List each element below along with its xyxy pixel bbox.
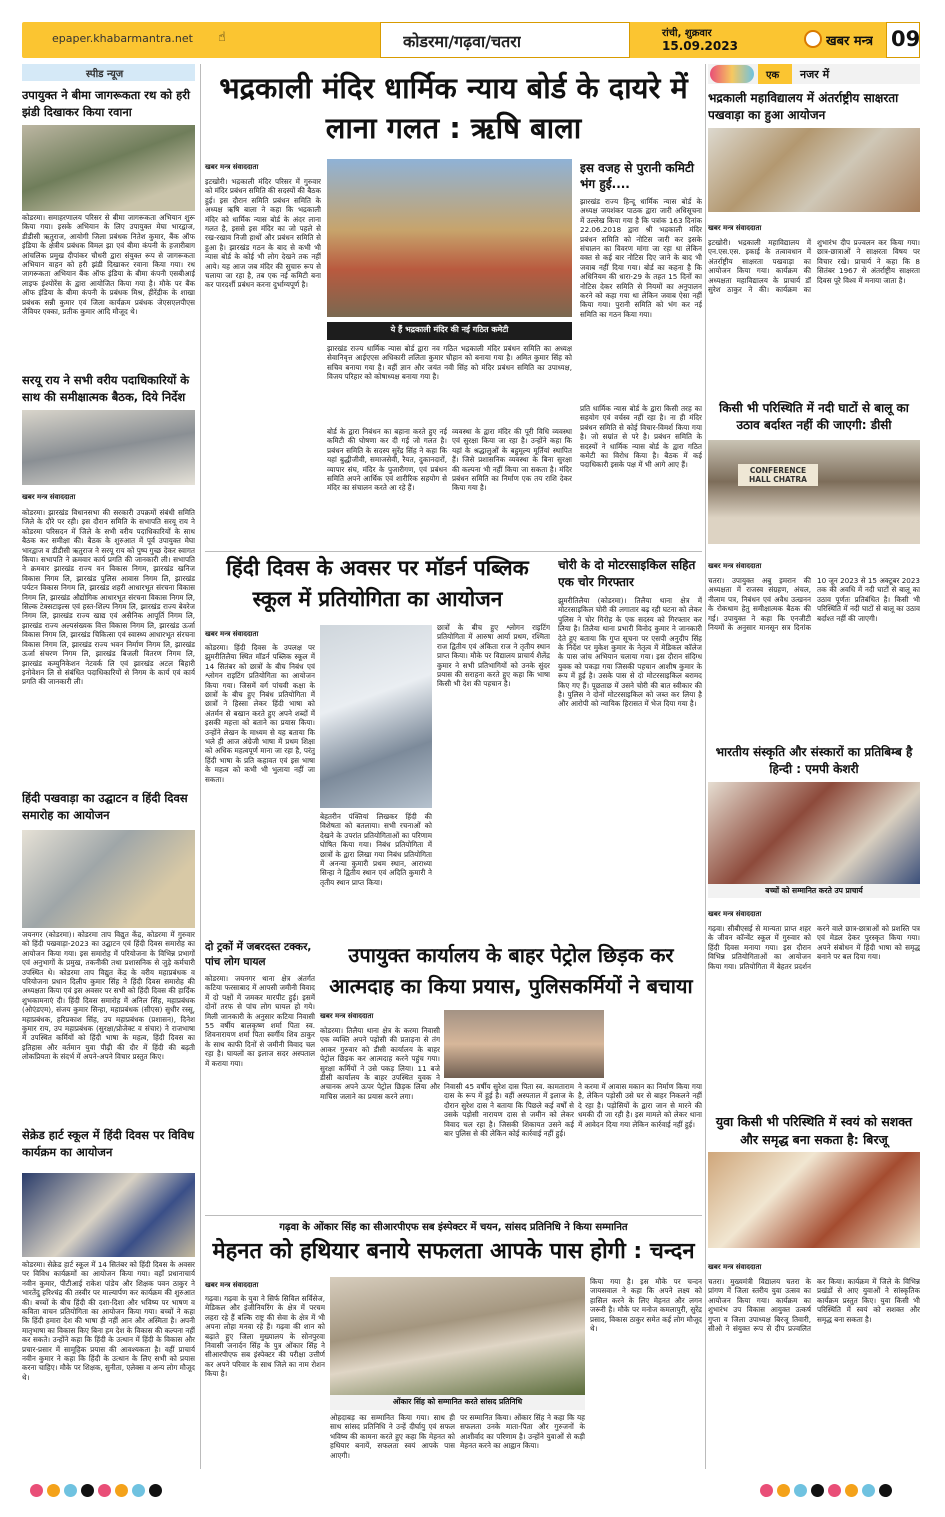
chandan-byline: खबर मन्त्र संवाददाता [205,1281,259,1289]
chandan-photo-caption: ओंकार सिंह को सम्मानित करते सांसद प्रतिनिधि [330,1395,585,1410]
right-story2-byline: खबर मन्त्र संवाददाता [708,562,762,570]
masthead [22,22,920,58]
chandan-headline: मेहनत को हथियार बनाये सफलता आपके पास होगी : चन्दन [212,1239,695,1264]
speed-news-bar [22,64,195,81]
lead-sub-body: झारखंड राज्य हिन्दू धार्मिक न्यास बोर्ड के अध्यक्ष जयशंकर पाठक द्वारा जारी अधिसूचना में उल्लेख किया गया है कि पत्रांक 163 दिनांक 22.06.2018 द्वारा श्री भद्रकाली मंदिर प्रबंधन समिति को नोटिस जारी कर इसके संचालन का विवरण मांगा जा रहा था लेकिन वक्त से कई बार नोटिस दिए जाने के बाद भी जवाब नहीं दिया गया। बोर्ड का कहना है कि अधिनियम की धारा-29 के तहत 15 दिनों का नोटिस देकर समिति से नियमों का अनुपालन करने को कहा गया था लेकिन जवाब ऐसा नहीं किया गया। पुरानी समिति को भंग कर नई समिति का गठन किया गया। [580,197,702,319]
petrol-photo [444,1010,604,1078]
section-title-box [380,22,630,58]
conference-hall-sign: CONFERENCE HALL CHATRA [738,464,818,486]
left-story2-body: कोडरमा। झारखंड विधानसभा की सरकारी उपक्रमों संबंधी समिति जिले के दौरे पर रही। इस दौरान समिति के सभापति सरयू राय ने कोडरमा परिसदन में जिले के सभी वरीय पदाधिकारियों के साथ बैठक कर समीक्षा की। बैठक के शुरुआत में पूर्व उपायुक्त मेघा भारद्वाज व डीडीसी ऋतुराज ने सरयू राय को पुष्प गुच्छ देकर स्वागत किया। सभापति ने क्रमवार कार्य प्रगति की जानकारी ली। सभापति ने क्रमवार झारखंड राज्य वन विकास निगम, झारखंड खनिज विकास निगम लि, झारखंड पुलिस आवास निगम लि, झारखंड पर्यटन विकास निगम लि, झारखंड शहरी आधारभूत संरचना विकास निगम लि, झारखंड औद्योगिक आधारभूत संरचना विकास निगम लि, सिल्क टेक्सटाइल्स एवं हस्त-शिल्प निगम लि, झारखंड राज्य बेवरेज निगम लि, झारखंड राज्य खाद्य एवं असैनिक आपूर्ति निगम लि, झारखंड राज्य अल्पसंख्यक वित्त विकास निगम लि, झारखंड ऊर्जा विकास निगम लि, झारखंड चिकित्सा एवं स्वास्थ्य आधारभूत संरचना विकास निगम लि, झारखंड राज्य भवन निर्माण निगम लि, झारखंड ऊर्जा संचरण निगम लि, झारखंड बिजली वितरण निगम लि, झारखंड कम्युनिकेशन नेटवर्क लि एवं झारखंड अटल बिहारी इनोवेशन लि से संबंधित पदाधिकारियों से निगम के कार्य एवं कार्य प्रगति की जानकारी ली। [22,508,195,687]
chandan-body4: किया गया है। इस मौके पर चन्दन जायसवाल ने कहा कि अपने लक्ष्य को हासिल करने के लिए मेहनत और लगन जरूरी है। मौके पर मनोज कमलापुरी, सुरेंद्र प्रसाद, विकास ठाकुर समेत कई लोग मौजूद थे। [590,1277,702,1334]
right-story4-body: चतरा। मुख्यमंत्री विद्यालय चतरा के प्रांगण में जिला स्तरीय युवा उत्सव का आयोजन किया गया। कार्यक्रम का शुभारंभ उप विकास आयुक्त उत्कर्ष गुप्ता व जिला उपाध्यक्ष बिरजू तिवारी, सीओ ने संयुक्त रूप से दीप प्रज्वलित कर किया। कार्यक्रम में जिले के विभिन्न प्रखंडों से आए युवाओं ने सांस्कृतिक कार्यक्रम प्रस्तुत किए। युवा किसी भी परिस्थिति में स्वयं को सशक्त और समृद्ध बना सकता है। [708,1277,920,1334]
hindi-day-headline: हिंदी दिवस के अवसर पर मॉडर्न पब्लिक स्कूल में प्रतियोगिता का आयोजन [226,556,529,611]
right-story3-photo-caption: बच्चों को सम्मानित करते उप प्राचार्य [708,884,920,898]
lead-byline: खबर मन्त्र संवाददाता [205,163,259,171]
lead-sub-headline: इस वजह से पुरानी कमिटी भंग हुई.... [580,161,695,191]
site-url[interactable]: epaper.khabarmantra.net [52,32,193,45]
left-story1-photo [22,125,195,211]
lead-body3: बोर्ड के द्वारा निबंधन का बहाना करते हुए नई कमिटी की घोषणा कर दी गई जो गलत है। प्रबंधन समिति के सदस्य सुरेंद्र सिंह ने कहा कि यहां बुद्धीजीवी, समाजसेवी, रैयत, दुकानदारों, व्यापार संघ, मंदिर के पुजारीगण, एवं प्रबंधन समिति अपने आर्थिक एवं शारीरिक सहयोग से मंदिर का संचालन करते आ रहे हैं। [327,427,447,493]
rule-left [200,64,201,1469]
najar-label: नजर में [800,68,830,81]
left-story1-headline: उपायुक्त ने बीमा जागरूकता रथ को हरी झंडी दिखाकर किया रवाना [22,88,190,119]
right-story1-body: इटखोरी। भद्रकाली महाविद्यालय में एन.एस.एस. इकाई के तत्वावधान में अंतर्राष्ट्रीय साक्षरता पखवाड़ा का आयोजन किया गया। कार्यक्रम की अध्यक्षता महाविद्यालय के प्राचार्य डॉ सुरेश ठाकुर ने की। कार्यक्रम का शुभारंभ दीप प्रज्वलन कर किया गया। छात्र-छात्राओं ने साक्षरता विषय पर विचार रखे। प्राचार्य ने कहा कि 8 सितंबर 1967 से अंतर्राष्ट्रीय साक्षरता दिवस पूरे विश्व में मनाया जाता है। [708,238,920,295]
chandan-body2: ओहदाबड़ का सम्मानित किया गया। साथ ही साथ सांसद प्रतिनिधि ने उन्हें दीर्घायु एवं सफल भविष्य की कामना करते हुए कहा कि मेहनत को हथियार बनायें, सफलता स्वयं आपके पास आएगी। [330,1413,455,1460]
cursor-icon: ☝ [218,30,226,45]
brand-name: खबर मन्त्र [826,34,874,49]
brand-logo-icon [804,30,822,48]
chandan-body3: पर सम्मानित किया। ओंकार सिंह ने कहा कि यह सफलता उनके माता-पिता और गुरुजनों के आशीर्वाद का परिणाम है। उन्होंने युवाओं से कड़ी मेहनत करने का आह्वान किया। [460,1413,585,1451]
speed-news-label: स्पीड न्यूज [86,69,124,80]
petrol-headline: उपायुक्त कार्यालय के बाहर पेट्रोल छिड़क कर आत्मदाह का किया प्रयास, पुलिसकर्मियों ने बचाया [329,943,693,998]
left-story3-headline: हिंदी पखवाड़ा का उद्घाटन व हिंदी दिवस समारोह का आयोजन [22,791,188,822]
petrol-body1: कोडरमा। तिलैया थाना क्षेत्र के करमा निवासी एक व्यक्ति अपने पड़ोसी की प्रताड़ना से तंग आकर गुरुवार को डीसी कार्यालय के बाहर पेट्रोल छिड़क कर आत्मदाह करने पहुंच गया। सुरक्षा कर्मियों ने उसे पकड़ लिया। 11 बजे डीसी कार्यालय के बाहर उपस्थित युवक ने अचानक अपने ऊपर पेट्रोल छिड़क लिया और माचिस जलाने का प्रयास करने लगा। [320,1026,440,1101]
right-story2-body: चतरा। उपायुक्त अबु इमरान की अध्यक्षता में राजस्व संग्रहण, अंचल, नीलाम पत्र, निबंधन एवं अवैध उत्खनन के रोकथाम हेतु समीक्षात्मक बैठक की गई। उपायुक्त ने कहा कि एनजीटी नियमों के अनुसार मानसून सत्र दिनांक 10 जून 2023 से 15 अक्टूबर 2023 तक की अवधि में नदी घाटों से बालू का उठाव पूर्णतः प्रतिबंधित है। किसी भी परिस्थिति में नदी घाटों से बालू का उठाव बर्दाश्त नहीं की जाएगी। [708,576,920,633]
left-story4-headline: सेक्रेड हार्ट स्कूल में हिंदी दिवस पर विविध कार्यक्रम का आयोजन [22,1128,195,1159]
accident-body: कोडरमा। जयनगर थाना क्षेत्र अंतर्गत कटिया फरसाबाद में आपसी जमीनी विवाद में दो पक्षों में जमकर मारपीट हुई। इसमें दोनों तरफ से पांच लोग घायल हो गये। मिली जानकारी के अनुसार कटिया निवासी 55 वर्षीय बालकृष्ण शर्मा पिता स्व. शिवनारायण शर्मा पिता स्वर्गीय शिव ठाकुर के साथ काफी दिनों से जमीनी विवाद चल रहा है। घायलों का इलाज सदर अस्पताल में कराया गया। [205,974,315,1068]
right-story1-headline: भद्रकाली महाविद्यालय में अंतर्राष्ट्रीय साक्षरता पखवाड़ा का हुआ आयोजन [708,91,899,122]
left-story3-body: जयनगर (कोडरमा)। कोडरमा ताप विद्युत केंद्र, कोडरमा में गुरुवार को हिंदी पखवाड़ा-2023 का उद्घाटन एवं हिंदी दिवस समारोह का आयोजन किया गया। इस समारोह में परियोजना के विभिन्न प्रभागों एवं अनुभागों के प्रमुख, तकनीकी तथा प्रशासनिक से जुड़े कर्मचारी उपस्थित थे। कोडरमा ताप विद्युत केंद्र के वरीय महाप्रबंधक व परियोजना प्रधान दिलीप कुमार सिंह ने हिंदी दिवस समारोह की अध्यक्षता किया एवं इस अवसर पर सभी को हिंदी दिवस की हार्दिक शुभकामनाएं दी। हिंदी दिवस समारोह में अनिल सिंह, महाप्रबंधक (ओएंडएम), संजय कुमार सिन्हा, महाप्रबंधक (सीएस) सुधीर रस्सू, महाप्रबंधक, हरिप्रकाश सिंह, उप महाप्रबंधक (प्रशासन), दिनेश कुमार राय, उप महाप्रबंधक (सुरक्षा/प्रोजेक्ट व संचार) ने राजभाषा में उपस्थित कर्मियों को हिंदी भाषा के महत्व, हिंदी दिवस का इतिहास और वर्तमान युवा पीढ़ी की दौर में हिंदी की बढ़ती लोकप्रियता के संदर्भ में अपने-अपने विचार प्रस्तुत किए। [22,930,195,1062]
right-story1-byline: खबर मन्त्र संवाददाता [708,224,762,232]
rule-chandan-top [205,1215,702,1216]
footer-dots-left [30,1482,166,1501]
right-story3-photo [708,782,920,884]
left-story2-byline: खबर मन्त्र संवाददाता [22,493,76,501]
city-day: रांची, शुक्रवार [662,28,712,39]
right-story4-headline: युवा किसी भी परिस्थिति में स्वयं को सशक्त और समृद्ध बना सकता है: बिरजू [715,1114,913,1147]
lead-photo-caption: ये हैं भद्रकाली मंदिर की नई गठित कमेटी [327,322,572,340]
hindi-day-photo [320,625,432,808]
petrol-byline: खबर मन्त्र संवाददाता [320,1012,374,1020]
chandan-kicker: गढ़वा के ओंकार सिंह का सीआरपीएफ सब इंस्पेक्टर में चयन, सांसद प्रतिनिधि ने किया सम्मानित [279,1222,628,1233]
chandan-photo [330,1277,585,1395]
chandan-body1: गढ़वा। गढ़वा के युवा ने सिर्फ सिविल सर्विसेज, मेडिकल और इंजीनियरिंग के क्षेत्र में परचम लहरा रहे हैं बल्कि राष्ट्र की सेवा के क्षेत्र में भी अपना लोहा मनवा रहे हैं। गढ़वा की शान को बढ़ाते हुए जिला मुख्यालय के सोनपुरवा निवासी जनार्दन सिंह के पुत्र ओंकार सिंह ने सीआरपीएफ सब इंस्पेक्टर की परीक्षा उत्तीर्ण कर अपने परिवार के साथ जिले का नाम रोशन किया है। [205,1294,325,1379]
left-story1-body: कोडरमा। समाहरणालय परिसर से बीमा जागरूकता अभियान शुरू किया गया। इसके अभियान के लिए उपायुक्त मेघा भारद्वाज, डीडीसी ऋतुराज, आयोगी जिला प्रबंधक नितेश कुमार, बैंक ऑफ इंडिया के क्षेत्रीय प्रबंधक विमल झा एवं बीमा कंपनी के हजारीबाग आंचलिक प्रमुख दीपांकर चौधरी द्वारा संयुक्त रूप से जागरूकता अभियान वाहन को हरी झंडी दिखाकर रवाना किया गया। रथ जागरूकता अभियान बैंक ऑफ इंडिया के बीमा कंपनी एसबीआई लाइफ इंश्योरेंस के द्वारा आयोजित किया गया है। मौके पर बैंक ऑफ इंडिया के बीमा कंपनी के प्रबंधक मिश्र, हीरेंद्रीक के शाखा प्रबंधक सन्नी कुमार एवं जिला कार्यक्रम प्रबंधक जेएसएलपीएस जैवियर एक्का, प्रतीक कुमार आदि मौजूद थे। [22,213,195,317]
right-story1-photo [708,128,920,212]
ek-label: एक [766,70,780,81]
rule-lead-bottom [205,551,702,552]
issue-date: 15.09.2023 [662,39,738,53]
page-number-box [886,22,920,58]
hindi-day-body2: बेहतरीन पंक्तियां लिखकर हिंदी की विशेषता को बतलाया। सभी रचनाओं को देखने के उपरांत प्रतियोगिताओं का परिणाम घोषित किया गया। निबंध प्रतियोगिता में छात्रों के द्वारा लिखा गया निबंध प्रतियोगिता में अनन्या कुमारी प्रथम स्थान, आराध्या सिन्हा ने द्वितीय स्थान एवं अदिति कुमारी ने तृतीय स्थान प्राप्त किया। [320,812,432,887]
lead-photo [327,159,572,317]
footer-dots-right [760,1482,896,1501]
left-story2-photo [22,410,195,485]
left-story2-headline: सरयू राय ने सभी वरीय पदाधिकारियों के साथ की समीक्षात्मक बैठक, दिये निर्देश [22,373,190,404]
chori-headline: चोरी के दो मोटरसाइकिल सहित एक चोर गिरफ्तार [558,558,696,589]
hindi-day-body1: कोडरमा। हिंदी दिवस के उपलक्ष पर झुमरीतिलैया स्थित मॉडर्न पब्लिक स्कूल में 14 सितंबर को छात्रों के बीच निबंध एवं श्लोगन राइटिंग प्रतियोगिता का आयोजन किया गया। जिसमें वर्ग पांचवी कक्षा के छात्रों के बीच हुए निबंध प्रतियोगिता में छात्रों ने हिस्सा लेकर हिंदी भाषा को अंतर्मन से बखान करते हुए अपने शब्दों में इसकी महत्ता को बताने का प्रयास किया। उन्होंने लेखन के माध्यम से यह बताया कि भले ही आज अंग्रेजी भाषा में प्रथम शिक्षा को अधिक महत्वपूर्ण माना जा रहा है, परंतु हिंदी भाषा के प्रति कहावत एवं इस भाषा के महत्व को कभी भी भुलाया नहीं जा सकता। [205,643,315,784]
hindi-day-body3: छात्रों के बीच हुए श्लोगन राइटिंग प्रतियोगिता में आरुषा आर्या प्रथम, रश्मिता राज द्वितीय एवं अंकिता राज ने तृतीय स्थान प्राप्त किया। मौके पर विद्यालय प्राचार्य शैलेंद्र कुमार ने सभी प्रतिभागियों को उनके सुंदर प्रयास की सराहना करते हुए कहा कि भाषा किसी भी देश की पहचान है। [437,623,550,689]
lead-body1: इटखोरी। भद्रकाली मंदिर परिसर में गुरुवार को मंदिर प्रबंधन समिति की सदस्यों की बैठक हुई। इस दौरान समिति प्रबंधन समिति के अध्यक्ष ऋषि बाला ने कहा कि भद्रकाली मंदिर को धार्मिक न्यास बोर्ड के अंदर लाना गलत है, इससे इस मंदिर का जो पहले से रख-रखाव निजी हाथों और प्रबंधन समिति से हुआ है। झारखंड गठन के बाद से कभी भी न्यास बोर्ड के कोई भी लोग देखने तक नहीं आये। यह आज जब मंदिर की सुचारु रूप से चलाया जा रहा है, तब एक नई कमिटी बना कर पारदर्शी प्रबंधन करना दुर्भाग्यपूर्ण है। [205,177,321,290]
petrol-body2: निवासी 45 वर्षीय सुरेश दास पिता स्व. कामताराम दास के रूप में हुई है। वहीं अस्पताल में इलाज के दौरान सुरेश दास ने बताया कि पिछले कई वर्षों से उसके पड़ोसी नारायण दास से जमीन को लेकर विवाद चल रहा है। जिसकी शिकायत उसने कई बार पुलिस से की लेकिन कोई कार्रवाई नहीं हुई। [444,1082,574,1139]
right-story3-headline: भारतीय संस्कृति और संस्कारों का प्रतिबिम्ब है हिन्दी : एमपी केशरी [715,745,913,776]
lead-sub-body2: प्रति धार्मिक न्यास बोर्ड के द्वारा किसी तरह का सहयोग एवं वर्चस्व नहीं रहा है। ना ही मंदिर प्रबंधन समिति से कोई विचार-विमर्श किया गया है। जो सम्रांत से परे है। प्रबंधन समिति के सदस्यों ने धार्मिक न्यास बोर्ड के द्वारा गठित कमेटी का विरोध किया है। बैठक में कई पदाधिकारी इसके पक्ष में भी आगे आए हैं। [580,404,702,470]
lead-body4: व्यवस्था के द्वारा मंदिर की पूरी विधि व्यवस्था एवं सुरक्षा किया जा रहा है। उन्होंने कहा कि यहां के श्रद्धालुओं के बहुमूल्य मूर्तियां स्थापित हैं। जिसे प्रशासनिक व्यवस्था के बिना सुरक्षा की कल्पना भी नहीं किया जा सकता है। मंदिर प्रबंधन समिति का निर्माण एक तय राशि देकर किया गया है। [452,427,572,493]
petrol-body3: ने करमा में आवास मकान का निर्माण किया गया है, लेकिन पड़ोसी उसे घर से बाहर निकलने नहीं दे रहा है। पड़ोसियों के द्वारा जान से मारने की धमकी दी जा रही है। इस मामले को लेकर थाना में आवेदन दिया गया लेकिन कार्रवाई नहीं हुई। [578,1082,702,1129]
ek-najar-bar [708,64,920,84]
chori-body: झुमरीतिलैया (कोडरमा)। तिलैया थाना क्षेत्र में मोटरसाइकिल चोरी की लगातार बढ़ रही घटना को लेकर पुलिस ने चोर गिरोह के एक सदस्य को गिरफ्तार कर लिया है। तिलैया थाना प्रभारी विनोद कुमार ने जानकारी देते हुए बताया कि गुप्त सूचना पर एसपी अनुदीप सिंह के निर्देश पर मुकेश कुमार के नेतृत्व में मेडिकल कॉलेज के पास जांच अभियान चलाया गया। इस दौरान संदिग्ध युवक को पकड़ा गया जिसकी पहचान आशीष कुमार के रूप में हुई है। उसके पास से दो मोटरसाइकिल बरामद किए गए हैं। पूछताछ में उसने चोरी की बात स्वीकार की है। पुलिस ने दोनों मोटरसाइकिल को जब्त कर लिया है और आरोपी को न्यायिक हिरासत में भेज दिया गया है। [558,596,702,709]
page-number: 09 [891,27,921,51]
left-story3-photo [22,830,195,928]
rule-right [705,64,706,1469]
right-story2-photo [708,440,920,544]
right-story4-photo [708,1152,920,1248]
section-title: कोडरमा/गढ़वा/चतरा [403,32,521,51]
lead-body2: झारखंड राज्य धार्मिक न्यास बोर्ड द्वारा नव गठित भद्रकाली मंदिर प्रबंधन समिति का अध्यक्ष सेवानिवृत्त आईएएस अधिकारी ललिता कुमार चौहान को बनाया गया है। अमित कुमार सिंह को सचिव बनाया गया है। वहीं ज्ञान और जयंत नवी सिंह को मंदिर प्रबंधन समिति का उपाध्यक्ष, विजय परिहार को कोषाध्यक्ष बनाया गया है। [327,344,572,382]
accident-headline: दो ट्रकों में जबरदस्त टक्कर, पांच लोग घायल [205,941,312,968]
right-story4-byline: खबर मन्त्र संवाददाता [708,1263,762,1271]
ek-najar-icon [710,65,754,83]
hindi-day-byline: खबर मन्त्र संवाददाता [205,630,259,638]
lead-headline: भद्रकाली मंदिर धार्मिक न्याय बोर्ड के दायरे में लाना गलत : ऋषि बाला [219,71,688,145]
right-story2-headline: किसी भी परिस्थिति में नदी घाटों से बालू का उठाव बर्दाश्त नहीं की जाएगी: डीसी [719,401,909,432]
left-story4-body: कोडरमा। सेक्रेड हार्ट स्कूल में 14 सितंबर को हिंदी दिवस के अवसर पर विविध कार्यक्रमों का आयोजन किया गया। वहाँ प्रधानाचार्य नवीन कुमार, पीटीआई राकेश पांडेय और शिक्षक पवन ठाकुर ने भारतेंदु हरिश्चंद्र की तस्वीर पर माल्यार्पण कर कार्यक्रम की शुरुआत की। बच्चों के बीच हिंदी की दशा-दिशा और भविष्य पर भाषण व कविता वाचन प्रतियोगिता का आयोजन किया गया। बच्चों ने कहा कि हिंदी हमारा देश की भाषा ही नहीं आन और अस्मिता है। अपनी मातृभाषा का विकास किए बिना हम देश के विकास की कल्पना नहीं कर सकते। उन्होंने कहा कि हिंदी के उत्थान में हिंदी के विकास और प्रचार-प्रसार में सामूहिक प्रयास की आवश्यकता है। वहीं प्राचार्य नवीन कुमार ने कहा कि हिंदी के उत्थान के लिए सभी को प्रयास करना चाहिए। मौके पर शिक्षक, सुनीता, एलेक्स व अन्य लोग मौजूद थे। [22,1260,195,1382]
right-story3-byline: खबर मन्त्र संवाददाता [708,910,762,918]
right-story3-body: गढ़वा। सीबीएसई से मान्यता प्राप्त शहर के जीवन कॉन्वेंट स्कूल में गुरुवार को हिंदी दिवस मनाया गया। इस दौरान विभिन्न प्रतियोगिताओं का आयोजन किया गया। प्रतियोगिता में बेहतर प्रदर्शन करने वाले छात्र-छात्राओं को प्रशस्ति पत्र एवं मेडल देकर पुरस्कृत किया गया। अपने संबोधन में हिंदी भाषा को समृद्ध बनाने पर बल दिया गया। [708,924,920,971]
left-story4-photo [22,1173,195,1257]
